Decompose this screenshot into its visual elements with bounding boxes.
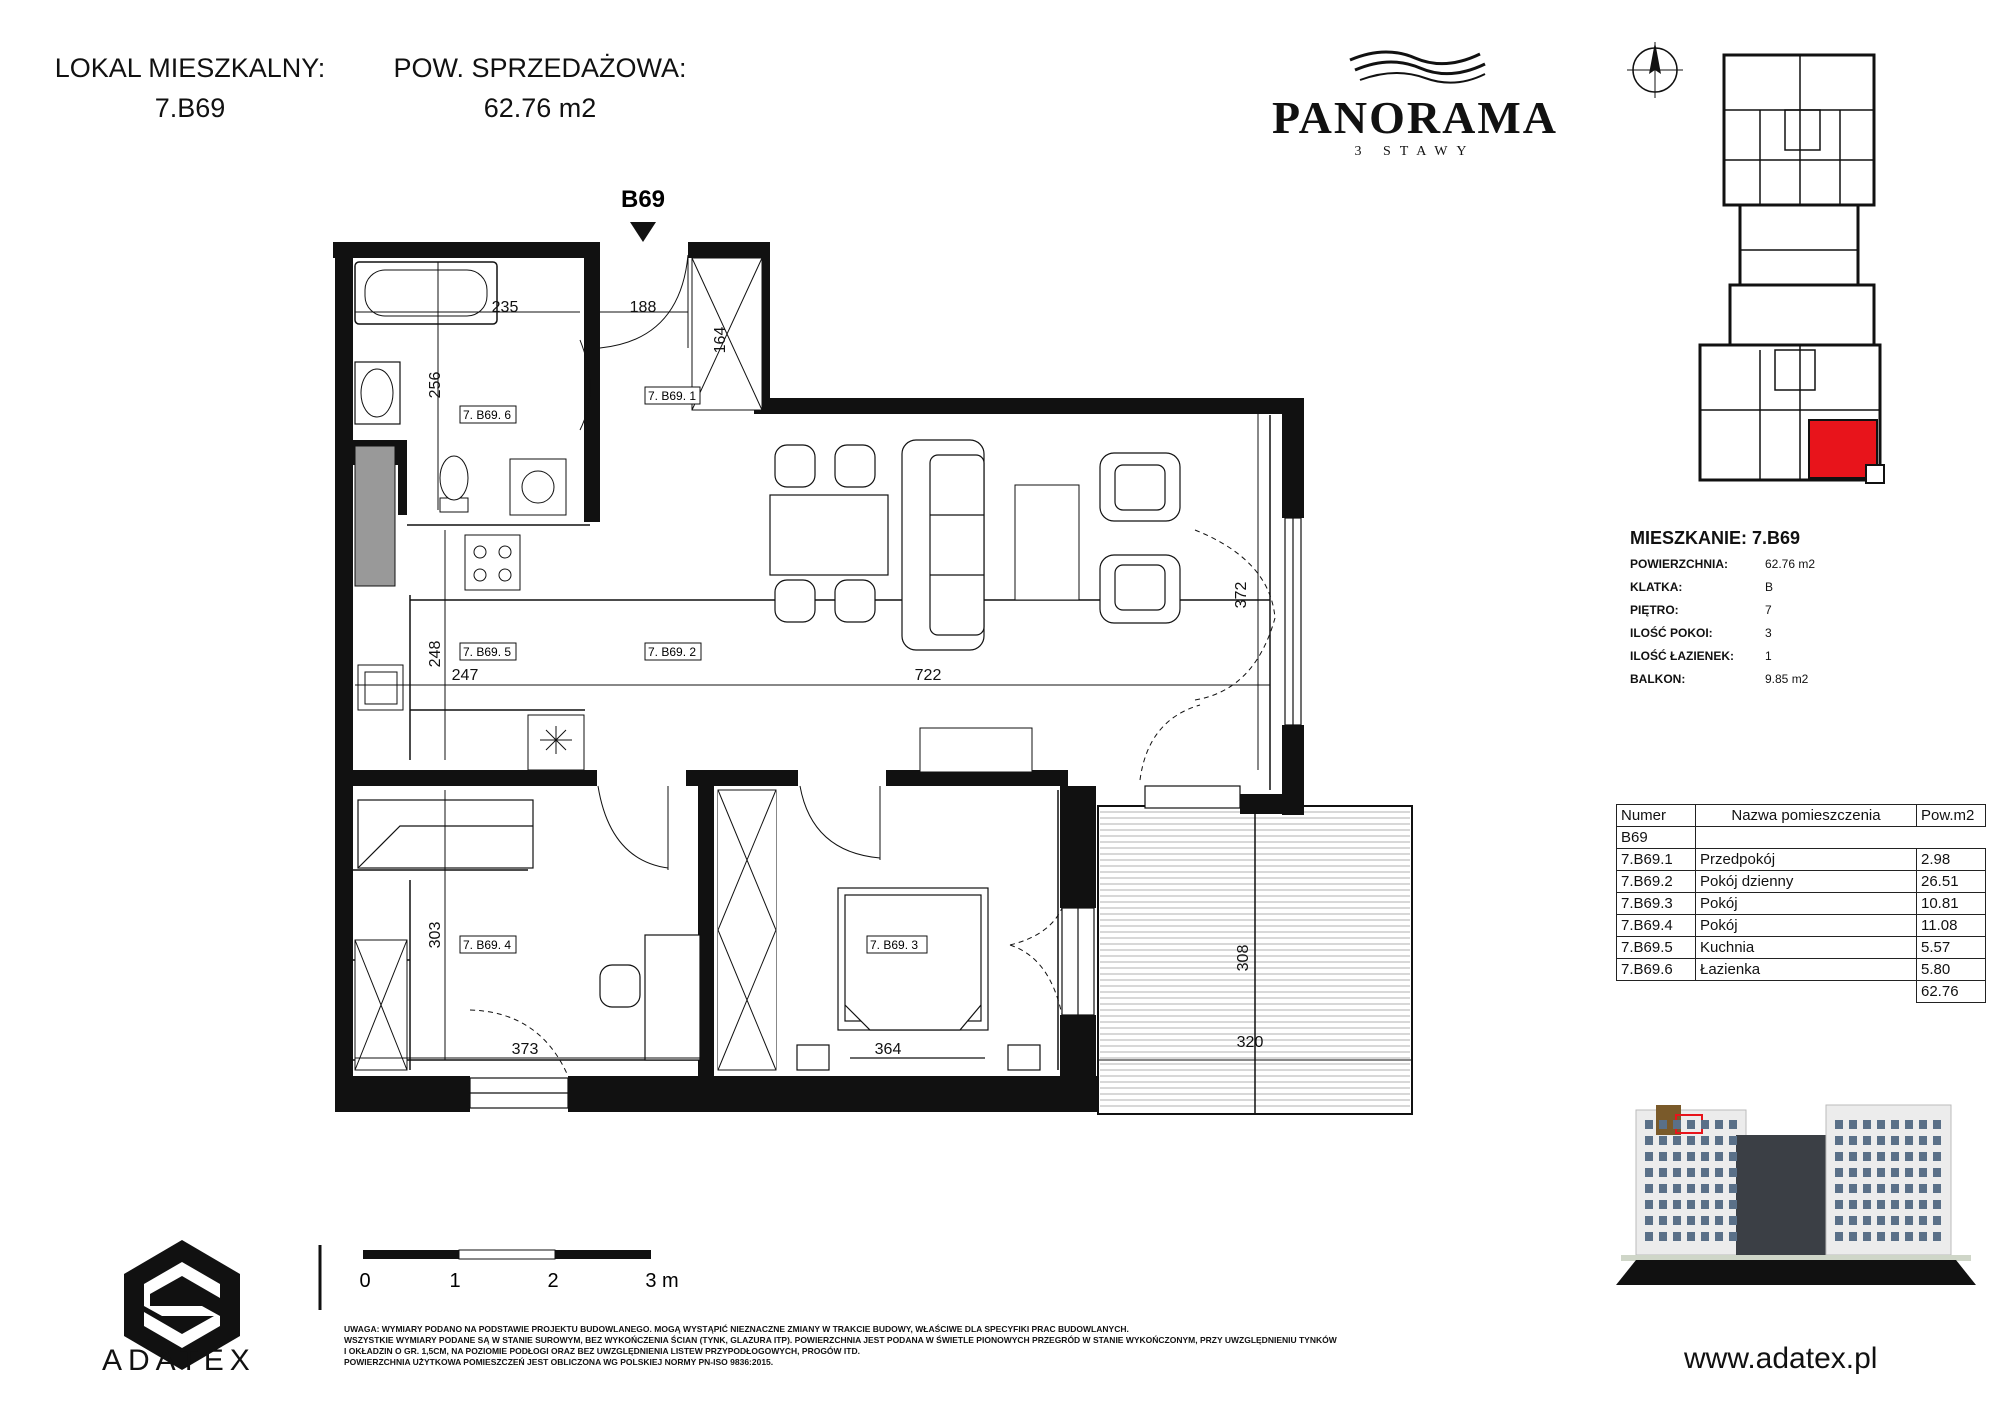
room-tag-5: 7. B69. 5 [463,645,512,659]
unit-label: LOKAL MIESZKALNY: [54,53,326,83]
info-row [1630,557,1960,580]
info-row [1630,649,1960,672]
room-name: Kuchnia [1696,937,1917,959]
scale-3: 3 m [645,1270,679,1292]
area-label: POW. SPRZEDAŻOWA: [393,53,687,83]
website-link[interactable]: www.adatex.pl [1684,1342,1878,1375]
dim-373: 373 [511,1041,539,1058]
info-row [1630,672,1960,695]
fridge [528,715,584,770]
table-row [1617,827,1986,849]
dim-320: 320 [1236,1034,1264,1051]
info-row [1630,626,1960,649]
room-name: Pokój [1696,893,1917,915]
scale-1: 1 [449,1270,461,1292]
company-name: ADATEX [102,1344,256,1377]
room-number: 7.B69.1 [1617,849,1696,871]
room-area: 2.98 [1917,849,1986,871]
room-number: 7.B69.2 [1617,871,1696,893]
info-value: 1 [1765,649,1772,663]
room-area: 11.08 [1917,915,1986,937]
disclaimer-note [344,1324,1544,1368]
table-row [1617,915,1986,937]
col-header: Pow.m2 [1917,805,1986,827]
info-label: KLATKA: [1630,580,1683,594]
room-number: 7.B69.6 [1617,959,1696,981]
room-number: 7.B69.4 [1617,915,1696,937]
col-header: Numer [1617,805,1696,827]
washbasin [355,362,400,424]
note-line: UWAGA: WYMIARY PODANO NA PODSTAWIE PROJEKTU BUDOWLANEGO. MOGĄ WYSTĄPIĆ NIEZNACZNE ZMIANY W TRAKCIE BUDOWY, WŁAŚCIWE DLA SPECYFIKI PRAC BUDOWLANYCH. [344,1324,1129,1334]
room-tag-6: 7. B69. 6 [463,408,512,422]
sideboard [920,728,1032,772]
dim-188: 188 [629,299,657,316]
empty-cell [1696,981,1917,1003]
info-value: 62.76 m2 [1765,557,1816,571]
info-label: ILOŚĆ POKOI: [1630,626,1713,640]
dim-235: 235 [491,299,519,316]
dim-256: 256 [427,371,444,399]
note-line: WSZYSTKIE WYMIARY PODANE SĄ W STANIE SUROWYM, BEZ WYKOŃCZENIA ŚCIAN (TYNK, GLAZURA ITP). POWIERZCHNIA JEST PODANA W ŚWIETLE PIONOWYCH PRZEGRÓD W STANIE WYKOŃCZONYM, PRZY UWZGLĘDNIENIU TYNKÓW [344,1335,1337,1345]
washing-machine [510,459,566,515]
apartment-info [1630,528,1960,695]
empty-cell [1917,827,1986,849]
room-area: 26.51 [1917,871,1986,893]
dim-722: 722 [914,667,942,684]
dim-164: 164 [712,326,729,354]
group-cell: B69 [1617,827,1696,849]
coffee-table [1015,485,1079,600]
room-area: 5.80 [1917,959,1986,981]
dim-303: 303 [427,921,444,949]
col-header: Nazwa pomieszczenia [1696,805,1917,827]
info-value: 9.85 m2 [1765,672,1809,686]
dim-364: 364 [874,1041,902,1058]
table-row [1617,849,1986,871]
table-row [1617,959,1986,981]
room-number: 7.B69.3 [1617,893,1696,915]
room-tag-1: 7. B69. 1 [648,389,697,403]
note-line: I OKŁADZIN O GR. 1,5CM, NA POZIOMIE PODŁOGI ORAZ BEZ UWZGLĘDNIENIA LISTEW PRZYPODŁOGOWYCH, PROGÓW ITD. [344,1346,860,1356]
table-total-row [1617,981,1986,1003]
room-number: 7.B69.5 [1617,937,1696,959]
apartment-title: MIESZKANIE: 7.B69 [1630,528,1801,548]
toilet [440,456,468,512]
info-value: 7 [1765,603,1772,617]
key-plan [1690,50,1890,490]
total-area: 62.76 [1917,981,1986,1003]
room-name: Łazienka [1696,959,1917,981]
counter [355,446,395,586]
info-row [1630,580,1960,603]
dim-308: 308 [1235,944,1252,972]
info-label: ILOŚĆ ŁAZIENEK: [1630,649,1734,663]
bathtub [355,262,497,324]
brand-subtitle: 3 STAWY [1354,144,1476,159]
scale-0: 0 [359,1270,371,1292]
building-elevation [1616,1095,1976,1295]
table-row [1617,937,1986,959]
info-row [1630,603,1960,626]
info-label: PIĘTRO: [1630,603,1679,617]
rooms-table [1616,804,1986,1003]
table-header-row [1617,805,1986,827]
unit-code: 7.B69 [154,93,226,123]
area-value: 62.76 m2 [483,93,597,123]
dim-247: 247 [451,667,479,684]
room-name: Pokój [1696,915,1917,937]
table-row [1617,893,1986,915]
room-area: 10.81 [1917,893,1986,915]
sofa [902,440,984,650]
table-row [1617,871,1986,893]
info-label: POWIERZCHNIA: [1630,557,1728,571]
room-tag-4: 7. B69. 4 [463,938,512,952]
north-arrow-icon [1625,40,1685,100]
room-tag-2: 7. B69. 2 [648,645,697,659]
brand-title: PANORAMA [1272,92,1558,143]
cooktop [465,535,520,590]
entrance-label: B69 [620,186,666,213]
info-value: B [1765,580,1774,594]
empty-cell [1617,981,1696,1003]
room-name: Pokój dzienny [1696,871,1917,893]
room-tag-3: 7. B69. 3 [870,938,919,952]
kitchen-sink [358,665,403,710]
room-area: 5.57 [1917,937,1986,959]
entrance-arrow-icon [630,222,656,242]
room-name: Przedpokój [1696,849,1917,871]
info-label: BALKON: [1630,672,1686,686]
scale-2: 2 [547,1270,559,1292]
scale-bar [359,1250,678,1292]
dim-372: 372 [1233,581,1250,609]
empty-cell [1696,827,1917,849]
info-value: 3 [1765,626,1772,640]
dim-248: 248 [427,640,444,668]
note-line: POWIERZCHNIA UŻYTKOWA POMIESZCZEŃ JEST OBLICZONA WG POLSKIEJ NORMY PN-ISO 9836:2015. [344,1357,774,1367]
